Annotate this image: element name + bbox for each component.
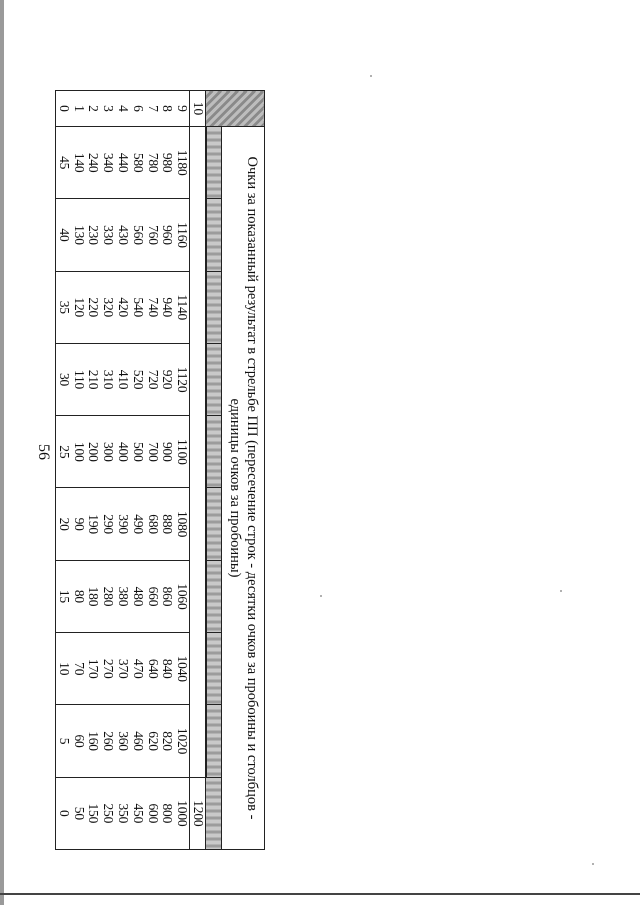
score-cell: 470 (130, 658, 146, 679)
score-cell: 25 (56, 445, 72, 459)
score-cell: 900 (160, 442, 176, 462)
header-spacer (206, 127, 207, 778)
column-header-shaded (207, 343, 222, 415)
score-cell: 1000 (175, 800, 191, 827)
score-cell: 45 (56, 156, 72, 170)
score-cell: 420 (116, 297, 132, 318)
score-cell: 140 (71, 152, 87, 173)
row-label: 3 (101, 105, 117, 112)
score-column (56, 560, 190, 632)
score-cell: 410 (116, 369, 132, 390)
row-labels (56, 91, 190, 127)
score-cell: 5 (56, 737, 72, 745)
score-cell: 430 (116, 225, 132, 245)
score-cell: 250 (101, 803, 117, 824)
score-cell: 130 (71, 225, 87, 245)
scan-speck (320, 595, 322, 597)
score-column (56, 488, 190, 560)
row-label: 6 (130, 105, 146, 112)
column-header-shaded (207, 560, 222, 632)
score-cell: 1140 (175, 294, 191, 321)
top-row-blank (190, 127, 206, 778)
score-column (56, 271, 190, 343)
scan-speck (370, 75, 372, 77)
score-cell: 820 (160, 731, 176, 751)
score-cell: 600 (145, 803, 161, 824)
score-cell: 370 (116, 658, 132, 679)
column-header-shaded (207, 633, 222, 705)
score-cell: 170 (86, 658, 102, 679)
score-cell: 440 (116, 152, 132, 173)
row-label: 1 (71, 105, 87, 112)
top-row-value: 1200 (190, 777, 206, 849)
score-cell: 490 (130, 514, 146, 534)
score-cell: 520 (130, 369, 146, 390)
score-cell: 560 (130, 225, 146, 245)
score-cell: 120 (71, 297, 87, 318)
score-cell: 270 (101, 658, 117, 679)
score-cell: 200 (86, 442, 102, 462)
row-label: 4 (116, 105, 132, 112)
score-cell: 540 (130, 297, 146, 318)
score-cell: 300 (101, 442, 117, 462)
score-cell: 35 (56, 300, 72, 314)
score-cell: 90 (71, 517, 87, 531)
column-header-shaded (207, 127, 222, 199)
score-cell: 920 (160, 369, 176, 390)
score-cell: 500 (130, 442, 146, 462)
score-cell: 1180 (175, 149, 191, 176)
score-cell: 320 (101, 297, 117, 318)
score-cell: 960 (160, 225, 176, 245)
score-cell: 20 (56, 517, 72, 531)
score-cell: 50 (71, 806, 87, 820)
score-cell: 350 (116, 803, 132, 824)
table-corner-shaded (206, 91, 265, 127)
score-cell: 70 (71, 662, 87, 676)
score-cell: 1100 (175, 438, 191, 465)
score-cell: 980 (160, 152, 176, 173)
bottom-scan-edge (0, 893, 640, 895)
score-cell: 240 (86, 152, 102, 173)
score-cell: 110 (71, 369, 87, 390)
score-cell: 460 (130, 731, 146, 751)
score-cell: 390 (116, 514, 132, 534)
score-cell: 700 (145, 442, 161, 462)
score-column (56, 633, 190, 705)
score-cell: 1040 (175, 655, 191, 682)
score-cell: 720 (145, 369, 161, 390)
score-cell: 10 (56, 662, 72, 676)
score-cell: 580 (130, 152, 146, 173)
row-label: 9 (175, 105, 191, 112)
score-cell: 80 (71, 589, 87, 603)
score-cell: 220 (86, 297, 102, 318)
score-cell: 290 (101, 514, 117, 534)
score-cell: 380 (116, 586, 132, 607)
score-cell: 780 (145, 152, 161, 173)
row-label-top: 10 (190, 91, 206, 127)
score-cell: 620 (145, 731, 161, 751)
table-title: Очки за показанный результат в стрельбе ПП (пересечение строк - десятки очков за пробоины и столбцов - единицы очков за пробоины) (222, 127, 265, 850)
score-cell: 160 (86, 731, 102, 751)
score-cell: 480 (130, 586, 146, 607)
score-cell: 100 (71, 442, 87, 462)
score-cell: 740 (145, 297, 161, 318)
score-column (56, 416, 190, 488)
score-cell: 40 (56, 228, 72, 242)
score-cell: 260 (101, 731, 117, 751)
score-cell: 640 (145, 658, 161, 679)
row-label: 2 (86, 105, 102, 112)
score-column (56, 705, 190, 777)
row-label: 7 (145, 105, 161, 112)
score-cell: 1060 (175, 583, 191, 610)
column-header-shaded (207, 271, 222, 343)
score-cell: 150 (86, 803, 102, 824)
score-cell: 400 (116, 442, 132, 462)
score-cell: 230 (86, 225, 102, 245)
score-cell: 840 (160, 658, 176, 679)
score-cell: 450 (130, 803, 146, 824)
score-cell: 15 (56, 589, 72, 603)
score-cell: 680 (145, 514, 161, 534)
score-column (56, 343, 190, 415)
score-cell: 1160 (175, 222, 191, 248)
score-cell: 340 (101, 152, 117, 173)
score-cell: 1080 (175, 511, 191, 538)
score-cell: 760 (145, 225, 161, 245)
score-cell: 860 (160, 586, 176, 607)
page-number-text: 56 (35, 444, 52, 460)
column-header-shaded (207, 488, 222, 560)
score-cell: 180 (86, 586, 102, 607)
left-scan-edge (0, 0, 4, 905)
score-cell: 330 (101, 225, 117, 245)
score-column (56, 777, 190, 849)
scan-speck (592, 863, 594, 865)
score-column (56, 127, 190, 199)
score-column (56, 199, 190, 271)
score-cell: 1020 (175, 727, 191, 755)
score-cell: 190 (86, 514, 102, 534)
score-table-container (56, 90, 265, 850)
score-cell: 310 (101, 369, 117, 390)
score-cell: 30 (56, 372, 72, 387)
score-cell: 280 (101, 586, 117, 607)
score-cell: 210 (86, 369, 102, 390)
column-header-shaded (207, 416, 222, 488)
row-label: 8 (160, 105, 176, 112)
score-cell: 60 (71, 734, 87, 748)
score-cell: 880 (160, 514, 176, 534)
column-header-shaded (207, 705, 222, 777)
column-header-shaded (207, 199, 222, 271)
score-cell: 940 (160, 297, 176, 318)
score-cell: 0 (56, 810, 72, 817)
score-cell: 1120 (175, 366, 191, 393)
column-header-shaded (206, 777, 222, 849)
row-label: 0 (56, 105, 72, 112)
scan-speck (560, 590, 562, 592)
score-cell: 800 (160, 803, 176, 824)
score-cell: 360 (116, 731, 132, 751)
score-cell: 660 (145, 586, 161, 607)
score-table (55, 90, 265, 850)
